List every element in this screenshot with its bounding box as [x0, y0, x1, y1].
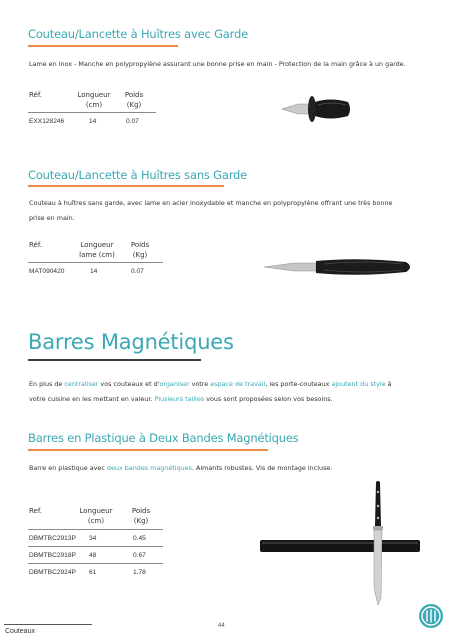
- table-header-weight: Poids (Kg): [131, 507, 151, 525]
- table-header-length: Longueur lame (cm): [79, 241, 115, 259]
- title-underline: [28, 359, 201, 361]
- title-underline: [28, 45, 178, 47]
- table-divider: [28, 529, 163, 530]
- magnetic-bar-image: [260, 478, 425, 606]
- table-header-ref: Réf.: [29, 91, 43, 99]
- chef-knife-image: [373, 481, 383, 605]
- table-header-ref: Ref.: [29, 507, 43, 515]
- table-header-weight: Poids (Kg): [130, 241, 150, 259]
- table-divider: [28, 563, 163, 564]
- title-underline: [28, 185, 224, 187]
- brand-logo-icon: [418, 603, 444, 629]
- section-description: Lame en inox - Manche en polypropylène assurant une bonne prise en main - Protection de la main grâce à un garde.: [29, 60, 406, 68]
- footer-label: Couteaux: [5, 628, 35, 635]
- table-divider: [28, 112, 156, 113]
- table-header-weight: Poids (Kg): [124, 91, 144, 109]
- table-header-length: Longueur (cm): [79, 507, 113, 525]
- section-title-magnetic-bars: Barres Magnétiques: [28, 330, 234, 354]
- section-description: Barre en plastique avec deux bandes magnétiques. Aimants robustes. Vis de montage incluse.: [29, 464, 333, 472]
- oyster-knife-with-guard-image: [282, 88, 352, 130]
- page-number: 44: [218, 623, 225, 629]
- table-divider: [28, 262, 163, 263]
- section-title-oyster-knife-guard: Couteau/Lancette à Huîtres avec Garde: [28, 27, 248, 41]
- section-description: En plus de centraliser vos couteaux et d'organiser votre espace de travail, les porte-couteaux ajoutent du style à votre cuisine en les mettant en valeur. Plusieurs tailles vous sont proposées selon vos besoins.: [29, 380, 392, 403]
- table-divider: [28, 546, 163, 547]
- oyster-knife-without-guard-image: [264, 252, 414, 282]
- table-header-ref: Réf.: [29, 241, 43, 249]
- section-description: Couteau à huîtres sans garde, avec lame en acier inoxydable et manche en polypropylène offrant une très bonne prise en main.: [29, 199, 393, 222]
- section-title-plastic-magnetic-bars: Barres en Plastique à Deux Bandes Magnétiques: [28, 431, 299, 445]
- table-header-length: Longueur (cm): [77, 91, 111, 109]
- section-title-oyster-knife-no-guard: Couteau/Lancette à Huîtres sans Garde: [28, 168, 248, 182]
- title-underline: [28, 449, 268, 451]
- footer-divider: [4, 624, 92, 625]
